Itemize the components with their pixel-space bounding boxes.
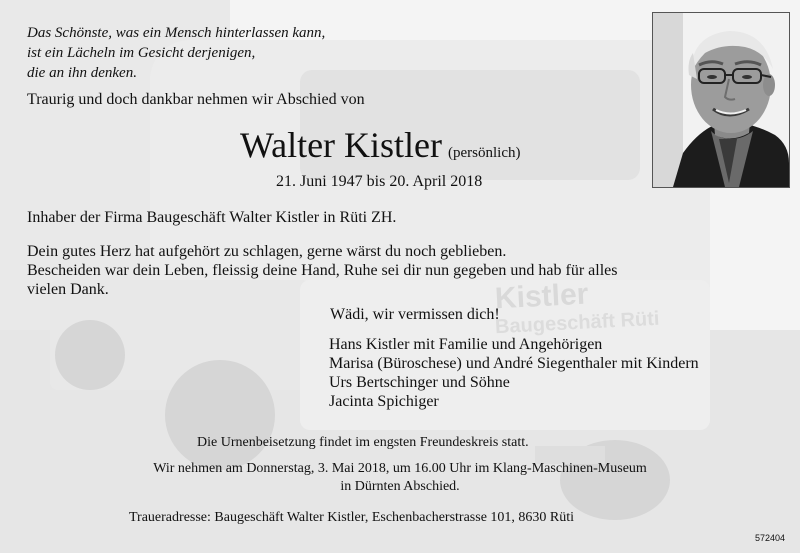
deceased-role: Inhaber der Firma Baugeschäft Walter Kistler in Rüti ZH. [27, 209, 397, 226]
deceased-name: Walter Kistler [240, 125, 443, 165]
urn-burial-note: Die Urnenbeisetzung findet im engsten Freundeskreis statt. [197, 435, 529, 450]
mourning-address: Traueradresse: Baugeschäft Walter Kistler, Eschenbacherstrasse 101, 8630 Rüti [129, 510, 575, 525]
memorial-quote [27, 23, 325, 83]
farewell-message [27, 242, 617, 299]
mourner: Marisa (Büroschese) und André Siegenthaler mit Kindern [329, 355, 699, 372]
life-dates: 21. Juni 1947 bis 20. April 2018 [276, 173, 483, 190]
portrait-photo [652, 12, 790, 188]
we-miss-you-line: Wädi, wir vermissen dich! [330, 306, 500, 323]
name-note: (persönlich) [448, 145, 521, 161]
message-line: Dein gutes Herz hat aufgehört zu schlagen, gerne wärst du noch geblieben. [27, 243, 507, 260]
truck-brand-lettering: Kistler [494, 277, 590, 316]
service-line: in Dürnten Abschied. [340, 479, 460, 494]
quote-line: ist ein Lächeln im Gesicht derjenigen, [27, 45, 256, 61]
mourner: Urs Bertschinger und Söhne [329, 374, 510, 391]
farewell-intro: Traurig und doch dankbar nehmen wir Abschied von [27, 91, 365, 108]
quote-line: die an ihn denken. [27, 65, 137, 81]
portrait-illustration [653, 13, 789, 187]
message-line: Bescheiden war dein Leben, fleissig deine Hand, Ruhe sei dir nun gegeben und hab für alles [27, 262, 618, 279]
deceased-name-row [240, 124, 521, 166]
ad-number: 572404 [755, 533, 786, 543]
mourner: Jacinta Spichiger [329, 393, 439, 410]
service-line: Wir nehmen am Donnerstag, 3. Mai 2018, um 16.00 Uhr im Klang-Maschinen-Museum [153, 461, 647, 476]
message-line: vielen Dank. [27, 281, 109, 298]
mourners-list [329, 335, 699, 411]
truck-brand-sublettering: Baugeschäft Rüti [494, 307, 660, 339]
farewell-service-info [0, 460, 800, 496]
mourner: Hans Kistler mit Familie und Angehörigen [329, 336, 603, 353]
quote-line: Das Schönste, was ein Mensch hinterlassen kann, [27, 25, 326, 41]
